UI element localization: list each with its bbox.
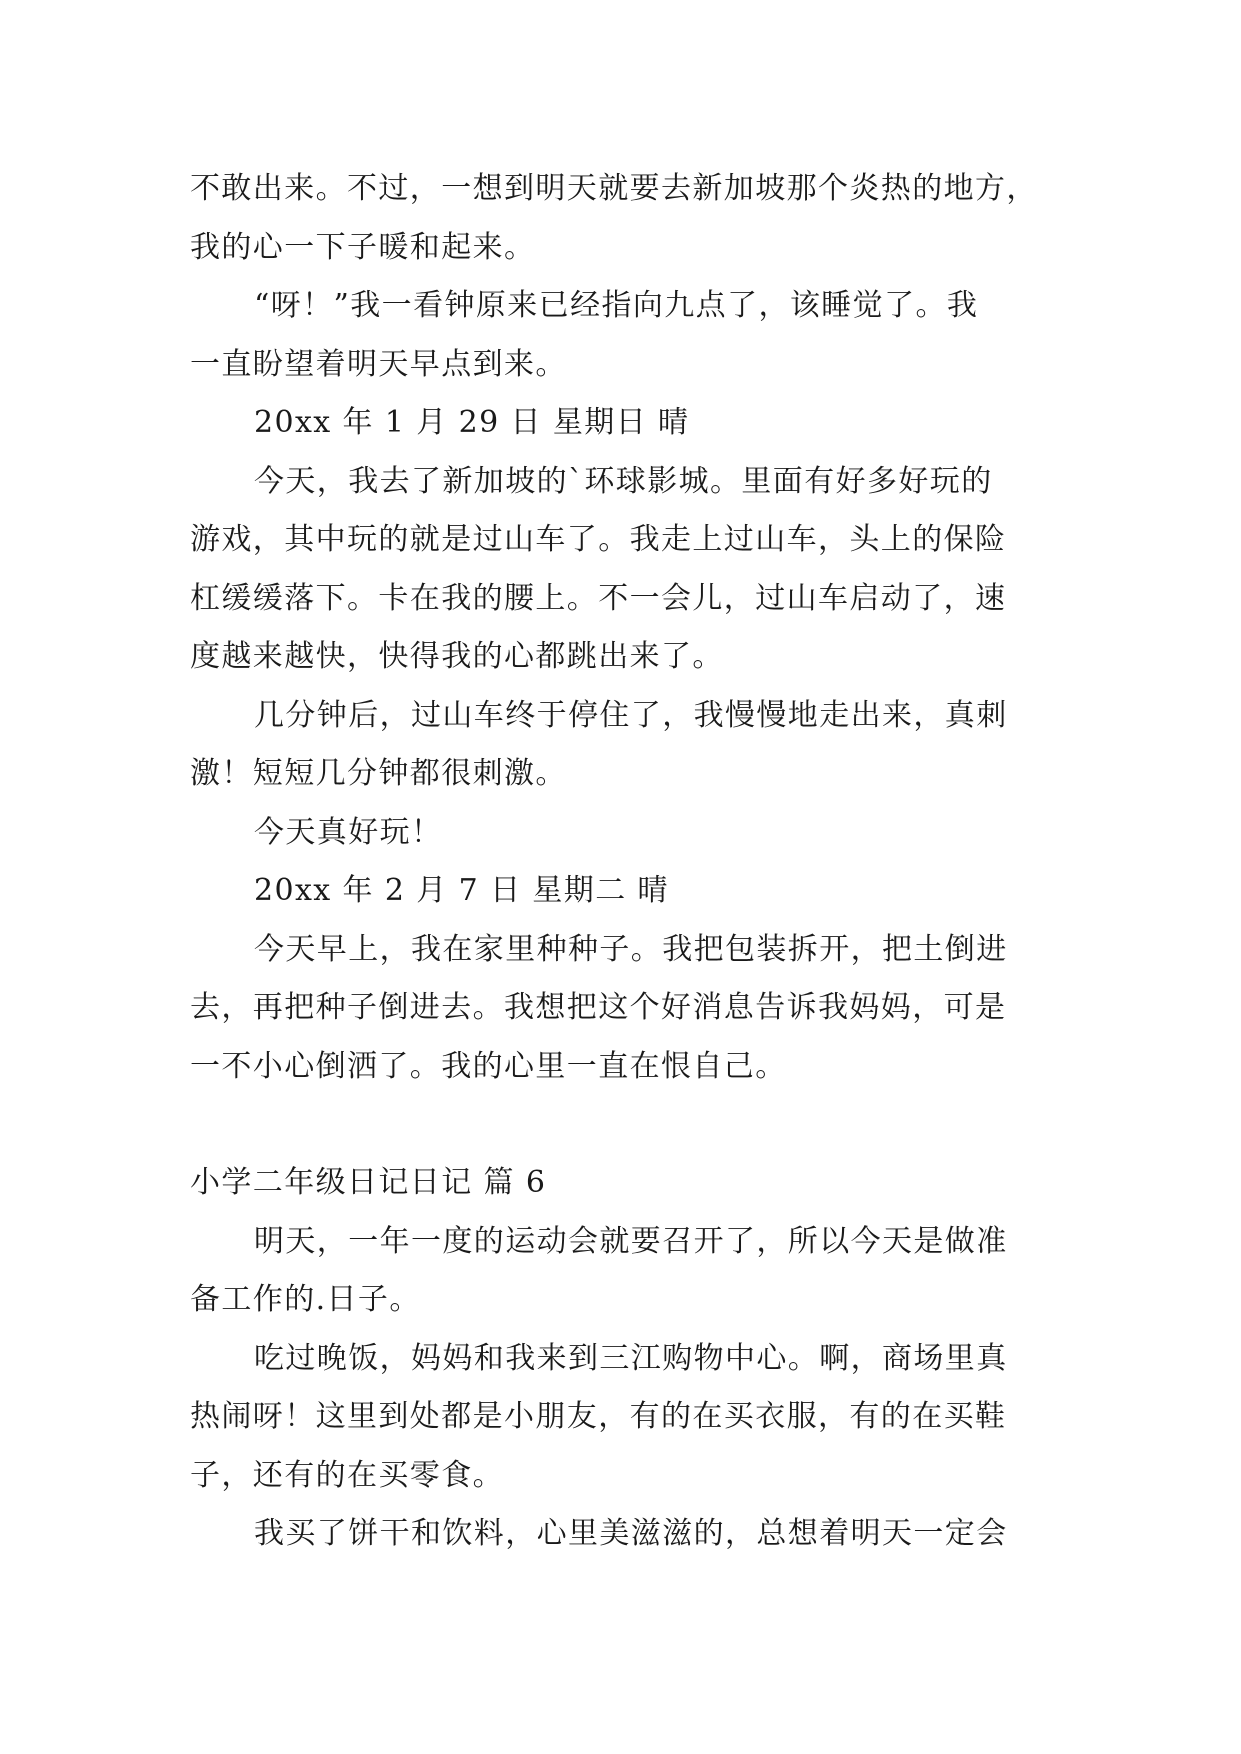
text-line: “呀！”我一看钟原来已经指向九点了，该睡觉了。我 <box>254 288 979 323</box>
diary-date-heading: 20xx 年 1 月 29 日 星期日 晴 <box>254 405 690 440</box>
text-line: 备工作的.日子。 <box>190 1282 421 1317</box>
text-line: 杠缓缓落下。卡在我的腰上。不一会儿，过山车启动了，速 <box>190 580 1007 616</box>
section-title: 小学二年级日记日记 篇 6 <box>190 1165 547 1200</box>
text-line: 子，还有的在买零食。 <box>190 1457 504 1493</box>
text-line: 明天，一年一度的运动会就要召开了，所以今天是做准 <box>254 1223 1008 1259</box>
text-line: 游戏，其中玩的就是过山车了。我走上过山车，头上的保险 <box>190 522 1007 557</box>
text-line: 去，再把种子倒进去。我想把这个好消息告诉我妈妈，可是 <box>190 990 1007 1025</box>
text-line: 今天早上，我在家里种种子。我把包装拆开，把土倒进 <box>254 931 1008 967</box>
text-line: 吃过晚饭，妈妈和我来到三江购物中心。啊，商场里真 <box>254 1340 1008 1376</box>
text-line: 今天，我去了新加坡的`环球影城。里面有好多好玩的 <box>254 463 993 499</box>
document-body <box>190 160 1060 1564</box>
text-line: 度越来越快，快得我的心都跳出来了。 <box>190 639 724 674</box>
text-line: 几分钟后，过山车终于停住了，我慢慢地走出来，真刺 <box>254 697 1008 733</box>
text-line: 一直盼望着明天早点到来。 <box>190 346 567 382</box>
section-gap <box>190 1096 1060 1154</box>
text-line: 热闹呀！这里到处都是小朋友，有的在买衣服，有的在买鞋 <box>190 1399 1007 1434</box>
text-line: 我的心一下子暖和起来。 <box>190 229 536 265</box>
text-line: 我买了饼干和饮料，心里美滋滋的，总想着明天一定会 <box>254 1516 1008 1551</box>
text-line: 激！短短几分钟都很刺激。 <box>190 756 567 791</box>
text-line: 今天真好玩！ <box>254 814 443 850</box>
diary-date-heading: 20xx 年 2 月 7 日 星期二 晴 <box>254 873 669 908</box>
text-line: 不敢出来。不过，一想到明天就要去新加坡那个炎热的地方， <box>190 171 1038 206</box>
text-line: 一不小心倒洒了。我的心里一直在恨自己。 <box>190 1048 787 1084</box>
